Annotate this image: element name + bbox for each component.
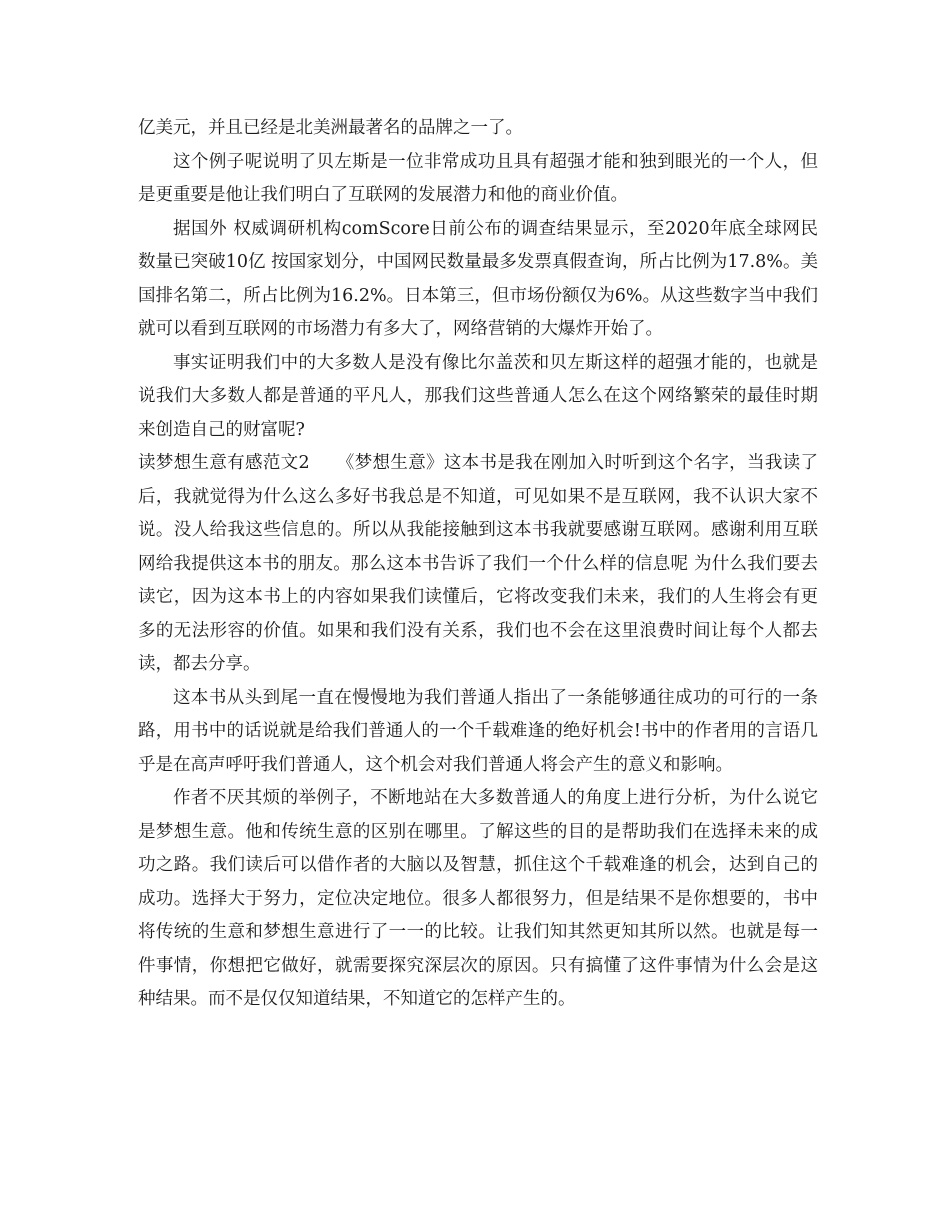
paragraph-4: 事实证明我们中的大多数人是没有像比尔盖茨和贝左斯这样的超强才能的，也就是说我们大多数人都是普通的平凡人，那我们这些普通人怎么在这个网络繁荣的最佳时期来创造自己的财富呢? (138, 352, 818, 440)
paragraph-2: 这个例子呢说明了贝左斯是一位非常成功且具有超强才能和独到眼光的一个人，但是更重要是他让我们明白了互联网的发展潜力和他的商业价值。 (138, 151, 818, 205)
document-body (138, 112, 818, 1017)
paragraph-1: 亿美元，并且已经是北美洲最著名的品牌之一了。 (138, 118, 523, 138)
paragraph-3: 据国外 权威调研机构comScore日前公布的调查结果显示，至2020年底全球网民数量已突破10亿 按国家划分，中国网民数量最多发票真假查询，所占比例为17.8%。美国排名第二，所占比例为16.2%。日本第三，但市场份额仅为6%。从这些数字当中我们就可以看到互联网的市场潜力有多大了，网络营销的大爆炸开始了。 (138, 218, 818, 339)
paragraph-6: 这本书从头到尾一直在慢慢地为我们普通人指出了一条能够通往成功的可行的一条路，用书中的话说就是给我们普通人的一个千载难逢的绝好机会!书中的作者用的言语几乎是在高声呼吁我们普通人，这个机会对我们普通人将会产生的意义和影响。 (138, 687, 818, 775)
paragraph-7: 作者不厌其烦的举例子，不断地站在大多数普通人的角度上进行分析，为什么说它是梦想生意。他和传统生意的区别在哪里。了解这些的目的是帮助我们在选择未来的成功之路。我们读后可以借作者的大脑以及智慧，抓住这个千载难逢的机会，达到自己的成功。选择大于努力，定位决定地位。很多人都很努力，但是结果不是你想要的，书中将传统的生意和梦想生意进行了一一的比较。让我们知其然更知其所以然。也就是每一件事情，你想把它做好，就需要探究深层次的原因。只有搞懂了这件事情为什么会是这种结果。而不是仅仅知道结果，不知道它的怎样产生的。 (138, 788, 818, 1009)
paragraph-5: 读梦想生意有感范文2 《梦想生意》这本书是我在刚加入时听到这个名字，当我读了后，我就觉得为什么这么多好书我总是不知道，可见如果不是互联网，我不认识大家不说。没人给我这些信息的。所以从我能接触到这本书我就要感谢互联网。感谢利用互联网给我提供这本书的朋友。那么这本书告诉了我们一个什么样的信息呢 为什么我们要去读它，因为这本书上的内容如果我们读懂后，它将改变我们未来，我们的人生将会有更多的无法形容的价值。如果和我们没有关系，我们也不会在这里浪费时间让每个人都去读，都去分享。 (138, 453, 818, 674)
